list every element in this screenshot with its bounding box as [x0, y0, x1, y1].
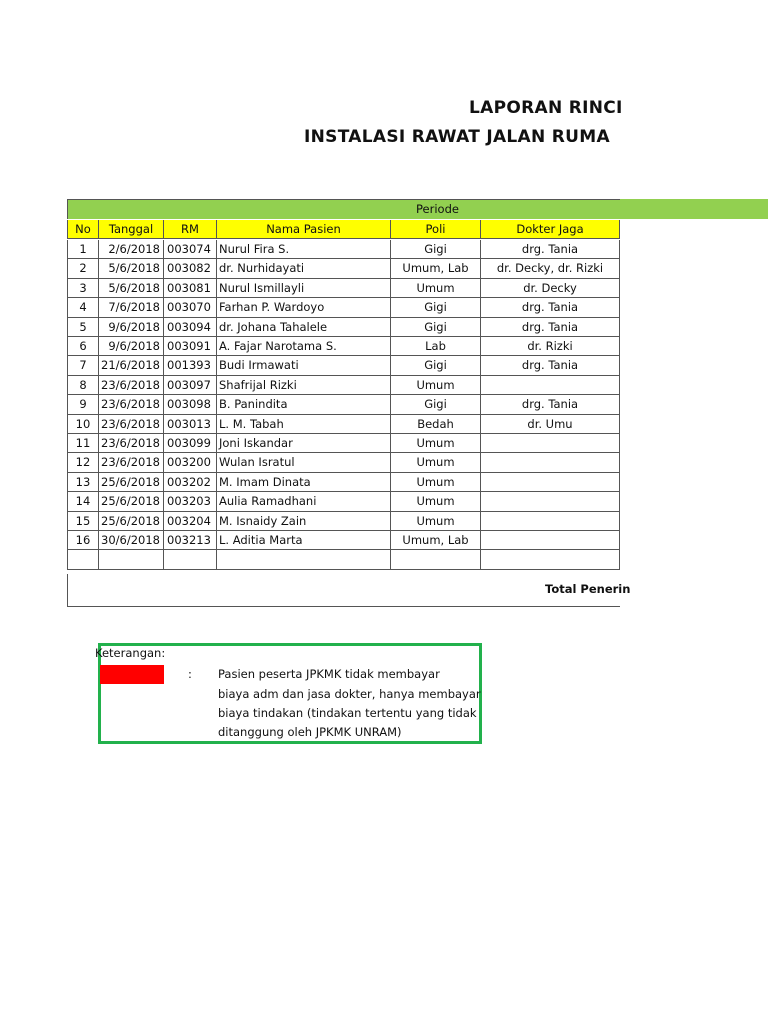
cell-dokter-jaga	[481, 453, 620, 472]
table-row	[67, 259, 620, 278]
cell-rm: 003202	[164, 473, 217, 492]
table-header-row	[67, 220, 620, 239]
cell-rm	[164, 550, 217, 569]
cell-no: 11	[67, 434, 99, 453]
cell-poli: Umum	[391, 434, 481, 453]
cell-no: 12	[67, 453, 99, 472]
keterangan-line: biaya tindakan (tindakan tertentu yang tidak	[218, 706, 477, 720]
cell-nama-pasien: Joni Iskandar	[217, 434, 391, 453]
table-row	[67, 240, 620, 259]
cell-poli: Umum	[391, 512, 481, 531]
cell-poli: Gigi	[391, 240, 481, 259]
cell-dokter-jaga: dr. Umu	[481, 415, 620, 434]
cell-poli: Bedah	[391, 415, 481, 434]
cell-rm: 003091	[164, 337, 217, 356]
cell-nama-pasien: Budi Irmawati	[217, 356, 391, 375]
keterangan-colon: :	[188, 667, 192, 681]
cell-nama-pasien: Farhan P. Wardoyo	[217, 298, 391, 317]
red-legend-swatch	[100, 665, 164, 684]
table-row	[67, 395, 620, 414]
table-row	[67, 279, 620, 298]
cell-nama-pasien: Nurul Fira S.	[217, 240, 391, 259]
table-row	[67, 434, 620, 453]
cell-tanggal: 23/6/2018	[99, 376, 164, 395]
cell-nama-pasien: dr. Nurhidayati	[217, 259, 391, 278]
cell-nama-pasien: Aulia Ramadhani	[217, 492, 391, 511]
cell-rm: 003074	[164, 240, 217, 259]
keterangan-line: ditanggung oleh JPKMK UNRAM)	[218, 725, 402, 739]
cell-dokter-jaga: dr. Rizki	[481, 337, 620, 356]
cell-no: 3	[67, 279, 99, 298]
cell-no: 5	[67, 318, 99, 337]
table-row	[67, 453, 620, 472]
cell-poli: Gigi	[391, 395, 481, 414]
table-row	[67, 376, 620, 395]
cell-poli: Gigi	[391, 318, 481, 337]
cell-tanggal: 23/6/2018	[99, 395, 164, 414]
cell-tanggal	[99, 550, 164, 569]
table-row	[67, 298, 620, 317]
cell-poli: Gigi	[391, 298, 481, 317]
cell-nama-pasien: L. M. Tabah	[217, 415, 391, 434]
cell-rm: 003097	[164, 376, 217, 395]
column-header-poli: Poli	[391, 220, 481, 239]
table-row	[67, 550, 620, 569]
cell-tanggal: 9/6/2018	[99, 337, 164, 356]
cell-nama-pasien: B. Panindita	[217, 395, 391, 414]
cell-rm: 003098	[164, 395, 217, 414]
cell-nama-pasien: Wulan Isratul	[217, 453, 391, 472]
cell-poli: Umum, Lab	[391, 531, 481, 550]
cell-no: 4	[67, 298, 99, 317]
cell-poli: Umum	[391, 492, 481, 511]
cell-dokter-jaga: drg. Tania	[481, 240, 620, 259]
cell-tanggal: 23/6/2018	[99, 453, 164, 472]
cell-nama-pasien: A. Fajar Narotama S.	[217, 337, 391, 356]
cell-rm: 003213	[164, 531, 217, 550]
cell-tanggal: 25/6/2018	[99, 473, 164, 492]
cell-tanggal: 2/6/2018	[99, 240, 164, 259]
cell-no: 8	[67, 376, 99, 395]
cell-rm: 003013	[164, 415, 217, 434]
cell-no: 6	[67, 337, 99, 356]
cell-rm: 003094	[164, 318, 217, 337]
cell-poli: Umum	[391, 279, 481, 298]
cell-nama-pasien: M. Imam Dinata	[217, 473, 391, 492]
cell-nama-pasien: Nurul Ismillayli	[217, 279, 391, 298]
cell-rm: 003099	[164, 434, 217, 453]
cell-nama-pasien: Shafrijal Rizki	[217, 376, 391, 395]
table-row	[67, 531, 620, 550]
table-row	[67, 492, 620, 511]
cell-nama-pasien: M. Isnaidy Zain	[217, 512, 391, 531]
column-header-no: No	[67, 220, 99, 239]
cell-poli: Umum	[391, 453, 481, 472]
column-header-rm: RM	[164, 220, 217, 239]
cell-dokter-jaga: drg. Tania	[481, 298, 620, 317]
cell-dokter-jaga: drg. Tania	[481, 395, 620, 414]
cell-no	[67, 550, 99, 569]
table-row	[67, 356, 620, 375]
table-row	[67, 415, 620, 434]
cell-no: 2	[67, 259, 99, 278]
cell-dokter-jaga: drg. Tania	[481, 318, 620, 337]
cell-poli: Umum	[391, 376, 481, 395]
table-row	[67, 337, 620, 356]
cell-dokter-jaga: dr. Decky, dr. Rizki	[481, 259, 620, 278]
cell-dokter-jaga	[481, 531, 620, 550]
cell-poli	[391, 550, 481, 569]
cell-no: 9	[67, 395, 99, 414]
keterangan-line: Pasien peserta JPKMK tidak membayar	[218, 667, 440, 681]
cell-no: 10	[67, 415, 99, 434]
cell-tanggal: 5/6/2018	[99, 259, 164, 278]
cell-poli: Umum, Lab	[391, 259, 481, 278]
cell-no: 7	[67, 356, 99, 375]
total-box	[67, 574, 620, 607]
cell-dokter-jaga	[481, 434, 620, 453]
table-row	[67, 318, 620, 337]
keterangan-title: Keterangan:	[95, 646, 166, 660]
cell-dokter-jaga: dr. Decky	[481, 279, 620, 298]
cell-rm: 003203	[164, 492, 217, 511]
cell-nama-pasien	[217, 550, 391, 569]
cell-tanggal: 9/6/2018	[99, 318, 164, 337]
report-title: LAPORAN RINCI	[469, 98, 623, 118]
column-header-dokter: Dokter Jaga	[481, 220, 620, 239]
cell-nama-pasien: L. Aditia Marta	[217, 531, 391, 550]
cell-no: 13	[67, 473, 99, 492]
column-header-nama: Nama Pasien	[217, 220, 391, 239]
cell-no: 15	[67, 512, 99, 531]
cell-rm: 003081	[164, 279, 217, 298]
column-header-tanggal: Tanggal	[99, 220, 164, 239]
table-row	[67, 512, 620, 531]
cell-tanggal: 30/6/2018	[99, 531, 164, 550]
cell-no: 1	[67, 240, 99, 259]
cell-tanggal: 23/6/2018	[99, 415, 164, 434]
cell-rm: 001393	[164, 356, 217, 375]
cell-rm: 003204	[164, 512, 217, 531]
report-subtitle: INSTALASI RAWAT JALAN RUMA	[304, 127, 610, 147]
cell-tanggal: 25/6/2018	[99, 512, 164, 531]
cell-poli: Lab	[391, 337, 481, 356]
cell-dokter-jaga	[481, 492, 620, 511]
cell-tanggal: 5/6/2018	[99, 279, 164, 298]
cell-no: 16	[67, 531, 99, 550]
cell-nama-pasien: dr. Johana Tahalele	[217, 318, 391, 337]
total-label: Total Penerin	[545, 582, 631, 596]
cell-tanggal: 25/6/2018	[99, 492, 164, 511]
cell-rm: 003070	[164, 298, 217, 317]
cell-poli: Gigi	[391, 356, 481, 375]
cell-dokter-jaga	[481, 550, 620, 569]
cell-dokter-jaga	[481, 473, 620, 492]
cell-dokter-jaga	[481, 376, 620, 395]
cell-poli: Umum	[391, 473, 481, 492]
cell-dokter-jaga: drg. Tania	[481, 356, 620, 375]
table-row	[67, 473, 620, 492]
cell-tanggal: 21/6/2018	[99, 356, 164, 375]
cell-tanggal: 7/6/2018	[99, 298, 164, 317]
cell-dokter-jaga	[481, 512, 620, 531]
cell-rm: 003082	[164, 259, 217, 278]
keterangan-line: biaya adm dan jasa dokter, hanya membayar	[218, 687, 481, 701]
cell-no: 14	[67, 492, 99, 511]
cell-rm: 003200	[164, 453, 217, 472]
periode-label: Periode	[416, 202, 459, 216]
cell-tanggal: 23/6/2018	[99, 434, 164, 453]
